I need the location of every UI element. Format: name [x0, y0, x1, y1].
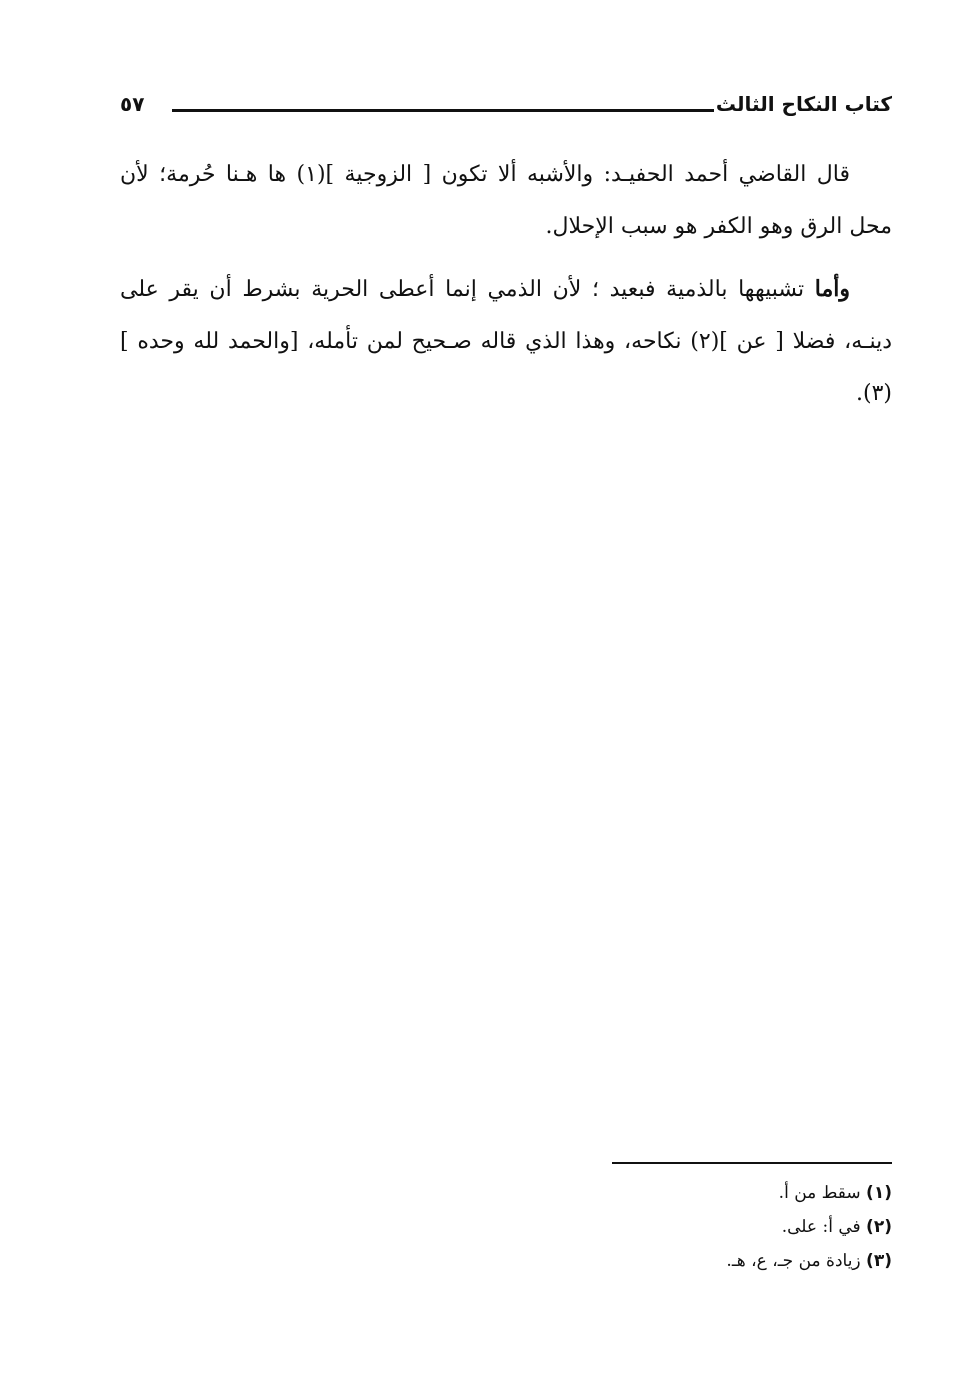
paragraph-lead: وأما: [814, 276, 850, 302]
paragraph-2: [120, 263, 892, 420]
footnote-text: في أ: على.: [781, 1217, 867, 1237]
header-rule: [172, 109, 714, 112]
paragraph-1: [120, 148, 892, 253]
footnotes: [492, 1176, 892, 1278]
page-number: ٥٧: [120, 92, 145, 116]
paragraph-text: قال القاضي أحمد الحفيـد: والأشبه ألا تكون [ الزوجية ](١) ها هـنا حُرمة؛ لأن محل الرق وهو الكفر هو سبب الإحلال.: [120, 162, 892, 239]
running-title: كتاب النكاح الثالث: [715, 92, 892, 116]
footnote-text: سقط من أ.: [778, 1183, 867, 1203]
footnote-2: [492, 1210, 892, 1244]
footnote-marker: (٢): [866, 1217, 892, 1237]
footnote-rule: [612, 1162, 892, 1164]
body-text: [120, 148, 892, 430]
footnote-1: [492, 1176, 892, 1210]
footnote-marker: (٣): [866, 1251, 892, 1271]
page-header: [120, 88, 892, 128]
paragraph-text: تشبيهها بالذمية فبعيد ؛ لأن الذمي إنما أعطى الحرية بشرط أن يقر على دينـه، فضلا [ عن ](٢) نكاحه، وهذا الذي قاله صـحيح لمن تأمله، [والحمد لله وحده ](٣).: [120, 277, 893, 406]
footnote-3: [492, 1244, 892, 1278]
footnote-marker: (١): [866, 1183, 892, 1203]
footnote-text: زيادة من جـ، ع، هـ.: [726, 1251, 867, 1271]
